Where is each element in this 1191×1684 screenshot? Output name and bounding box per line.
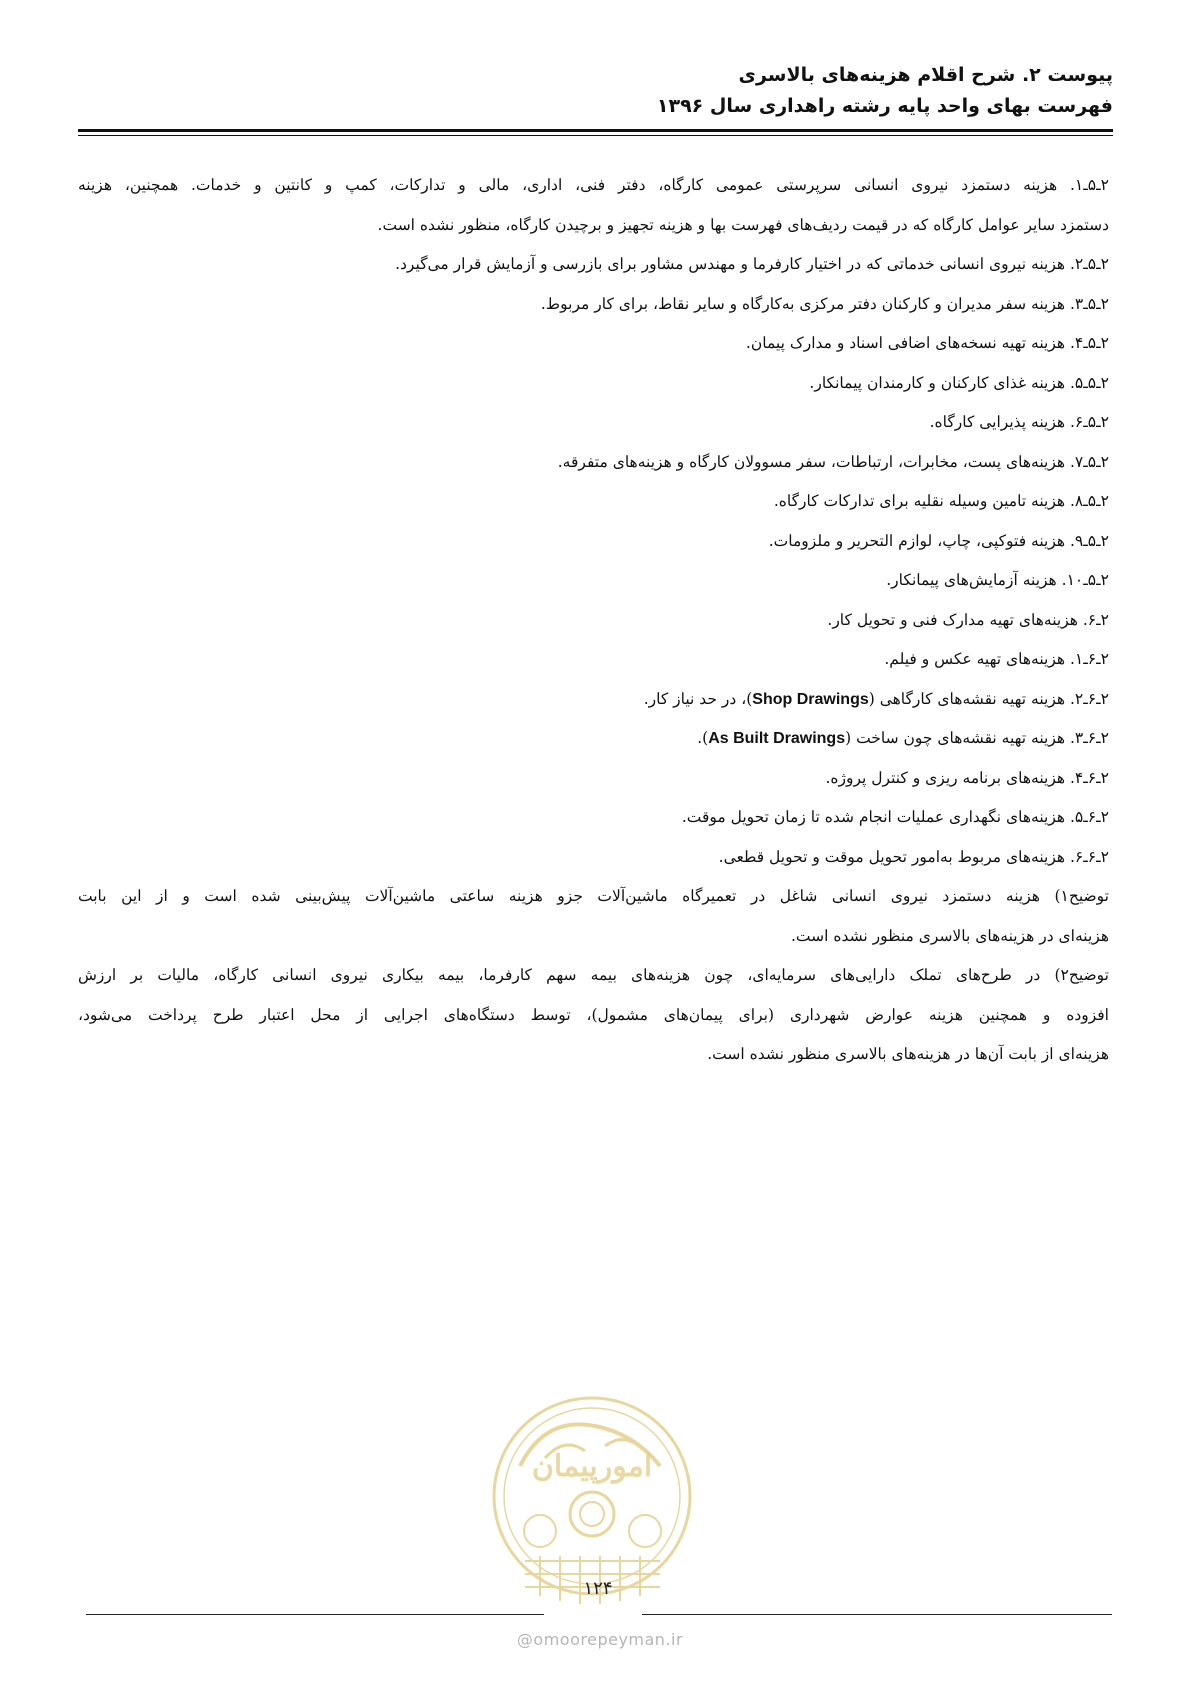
latin-term: As Built Drawings: [708, 730, 846, 747]
list-item-text: ).: [697, 729, 709, 747]
note-line: هزینه‌ای از بابت آن‌ها در هزینه‌های بالاسری منظور نشده است.: [707, 1045, 1109, 1063]
header-rule-thick: [78, 129, 1113, 132]
footer-rule-left: [86, 1614, 544, 1615]
list-item: ۲ـ۶ـ۵. هزینه‌های نگهداری عملیات انجام شده تا زمان تحویل موقت.: [681, 808, 1109, 826]
note-line: توضیح۱) هزینه دستمزد نیروی انسانی شاغل در تعمیرگاه ماشین‌آلات جزو هزینه ساعتی ماشین‌آلات پیش‌بینی شده است و از این بابت: [78, 887, 1109, 905]
list-item: ۲ـ۶ـ۱. هزینه‌های تهیه عکس و فیلم.: [884, 650, 1109, 668]
list-item: ۲ـ۶ـ۴. هزینه‌های برنامه ریزی و کنترل پروژه.: [825, 768, 1109, 787]
latin-term: Shop Drawings: [752, 690, 869, 708]
paragraph-line: دستمزد سایر عوامل کارگاه که در قیمت ردیف‌های فهرست بها و هزینه تجهیز و برچیدن کارگاه، منظور نشده است.: [377, 215, 1109, 234]
list-item-text: )، در حد نیاز کار.: [643, 689, 753, 708]
paragraph-line: ۲ـ۵ـ۱. هزینه دستمزد نیروی انسانی سرپرستی عمومی کارگاه، دفتر فنی، اداری، مالی و تدارکات، کمپ و کانتین و خدمات. همچنین، هزینه: [78, 176, 1109, 194]
document-body: [78, 166, 1109, 1075]
footer-rule-right: [642, 1614, 1112, 1615]
list-item: ۲ـ۵ـ۱۰. هزینه آزمایش‌های پیمانکار.: [886, 571, 1109, 589]
note-line: افزوده و همچنین هزینه عوارض شهرداری (برای پیمان‌های مشمول)، توسط دستگاه‌های اجرایی از محل اعتبار طرح پرداخت می‌شود،: [78, 1005, 1109, 1024]
list-item: ۲ـ۵ـ۲. هزینه نیروی انسانی خدماتی که در اختیار کارفرما و مهندس مشاور برای بازرسی و آزمایش قرار می‌گیرد.: [395, 255, 1109, 273]
list-item-text: ۲ـ۶ـ۳. هزینه تهیه نقشه‌های چون ساخت (: [845, 729, 1109, 747]
list-item: [78, 719, 1109, 759]
page-header: [78, 60, 1113, 122]
list-item: [78, 680, 1109, 720]
list-item: ۲ـ۵ـ۳. هزینه سفر مدیران و کارکنان دفتر مرکزی به‌کارگاه و سایر نقاط، برای کار مربوط.: [540, 294, 1109, 313]
section-heading: ۲ـ۶. هزینه‌های تهیه مدارک فنی و تحویل کار.: [827, 610, 1109, 629]
header-rule-thin: [78, 135, 1113, 136]
page-number: ۱۲۴: [583, 1578, 613, 1599]
list-item: ۲ـ۵ـ۸. هزینه تامین وسیله نقلیه برای تدارکات کارگاه.: [773, 492, 1109, 510]
header-title: پیوست ۲. شرح اقلام هزینه‌های بالاسری: [738, 64, 1113, 86]
seal-text: امورپیمان: [531, 1449, 653, 1484]
note-line: توضیح۲) در طرح‌های تملک دارایی‌های سرمایه‌ای، چون هزینه‌های بیمه سهم کارفرما، بیمه بیکاری نیروی انسانی کارگاه، مالیات بر ارزش: [78, 966, 1109, 984]
list-item: ۲ـ۶ـ۶. هزینه‌های مربوط به‌امور تحویل موقت و تحویل قطعی.: [718, 847, 1109, 866]
list-item: ۲ـ۵ـ۹. هزینه فتوکپی، چاپ، لوازم التحریر و ملزومات.: [768, 531, 1109, 550]
note-line: هزینه‌ای در هزینه‌های بالاسری منظور نشده است.: [790, 926, 1109, 945]
header-subtitle: فهرست بهای واحد پایه رشته راهداری سال ۱۳۹۶: [656, 95, 1113, 117]
list-item: ۲ـ۵ـ۴. هزینه تهیه نسخه‌های اضافی اسناد و مدارک پیمان.: [745, 334, 1109, 352]
list-item: ۲ـ۵ـ۷. هزینه‌های پست، مخابرات، ارتباطات، سفر مسوولان کارگاه و هزینه‌های متفرقه.: [557, 452, 1109, 471]
list-item: ۲ـ۵ـ۶. هزینه پذیرایی کارگاه.: [929, 413, 1109, 431]
watermark-text: @omoorepeyman.ir: [516, 1630, 684, 1649]
list-item-text: ۲ـ۶ـ۲. هزینه تهیه نقشه‌های کارگاهی (: [868, 689, 1109, 708]
list-item: ۲ـ۵ـ۵. هزینه غذای کارکنان و کارمندان پیمانکار.: [809, 373, 1109, 392]
